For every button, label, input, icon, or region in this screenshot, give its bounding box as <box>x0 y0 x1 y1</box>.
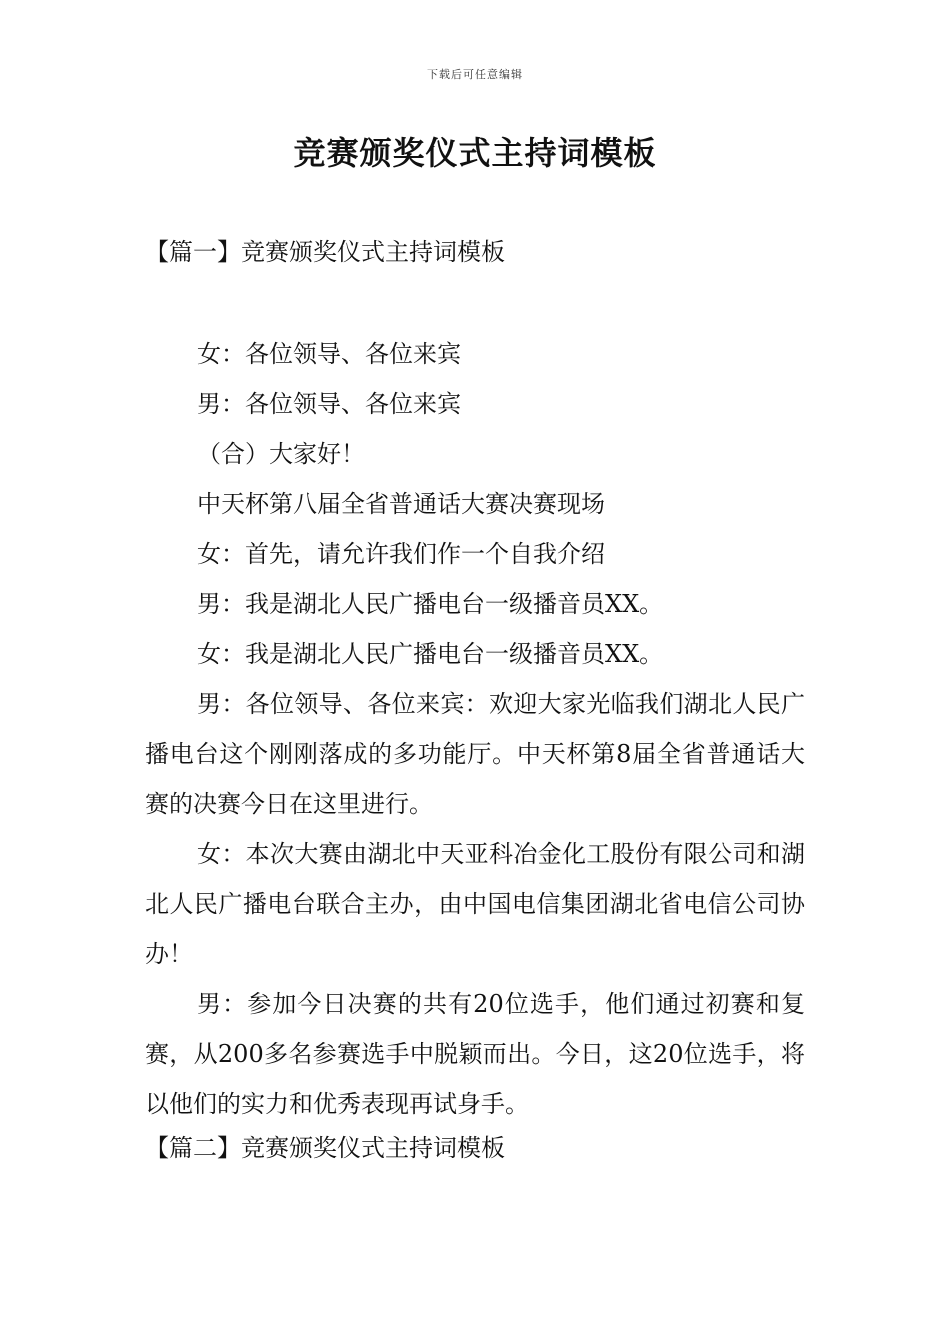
page-header-note: 下载后可任意编辑 <box>427 68 523 81</box>
paragraph: 男：各位领导、各位来宾：欢迎大家光临我们湖北人民广播电台这个刚刚落成的多功能厅。中天杯第8届全省普通话大赛的决赛今日在这里进行。 <box>145 690 805 818</box>
paragraph: 女：我是湖北人民广播电台一级播音员XX。 <box>197 640 664 668</box>
section-heading-2: 【篇二】竞赛颁奖仪式主持词模板 <box>145 1134 505 1162</box>
paragraph: 女：本次大赛由湖北中天亚科冶金化工股份有限公司和湖北人民广播电台联合主办，由中国电信集团湖北省电信公司协办！ <box>145 840 805 968</box>
paragraph: 男：参加今日决赛的共有20位选手，他们通过初赛和复赛，从200多名参赛选手中脱颖而出。今日，这20位选手，将以他们的实力和优秀表现再试身手。 <box>145 990 805 1118</box>
paragraph: 男：各位领导、各位来宾 <box>197 390 461 418</box>
section-heading-1: 【篇一】竞赛颁奖仪式主持词模板 <box>145 238 505 266</box>
paragraph: 中天杯第八届全省普通话大赛决赛现场 <box>197 490 605 518</box>
paragraph: 女：各位领导、各位来宾 <box>197 340 461 368</box>
paragraph: （合）大家好！ <box>197 440 365 468</box>
document-title: 竞赛颁奖仪式主持词模板 <box>293 134 657 172</box>
paragraph: 男：我是湖北人民广播电台一级播音员XX。 <box>197 590 664 618</box>
paragraph: 女：首先，请允许我们作一个自我介绍 <box>197 540 605 568</box>
document-body <box>145 329 805 1129</box>
